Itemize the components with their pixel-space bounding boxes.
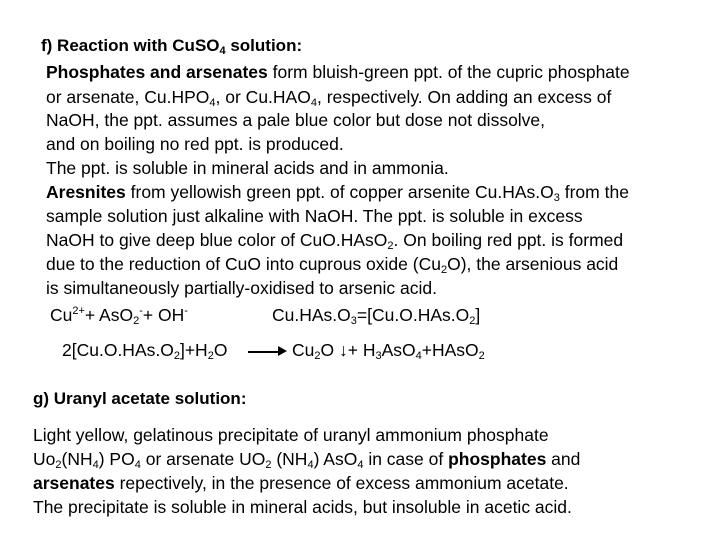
reaction-arrow-icon (278, 346, 287, 356)
arsenates-term: arsenates (33, 473, 115, 493)
arsenites-term: Aresnites (46, 182, 126, 202)
section-g-line2: $Uo_2(NH_4)$ $PO_4$ or arsenate $UO_2$ $(NH_4)$ AsO$_4$ in case of phosphates and (33, 449, 581, 471)
precipitate-down-arrow-icon: ↓ (338, 340, 348, 360)
para2-line1: Aresnites from yellowish green ppt. of copper arsenite $Cu.HAs.O_3$ from the (46, 182, 629, 204)
para1-line2: or arsenate, $Cu.HPO_4$, or $Cu.HAO_4$, respectively. On adding an excess of (46, 87, 612, 109)
para1-line1: Phosphates and arsenates form bluish-green ppt. of the cupric phosphate (46, 62, 630, 82)
section-g-line3: arsenates repectively, in the presence of excess ammonium acetate. (33, 473, 569, 493)
section-g-line1: Light yellow, gelatinous precipitate of uranyl ammonium phosphate (33, 425, 549, 445)
equation1-right: $Cu.HAs.O_3=[Cu.O.HAs.O_2]$ (272, 305, 481, 327)
para1-line4: and on boiling no red ppt. is produced. (46, 134, 344, 154)
phosphates-arsenates-term: Phosphates and arsenates (46, 62, 268, 82)
section-g-heading: g) Uranyl acetate solution: (33, 389, 247, 408)
phosphates-term: phosphates (448, 449, 547, 469)
reaction-arrow-shaft (248, 351, 279, 353)
section-g-line4: The precipitate is soluble in mineral acids, but insoluble in acetic acid. (33, 497, 572, 517)
para2-line2: sample solution just alkaline with NaOH. The ppt. is soluble in excess (46, 206, 583, 226)
para2-line5: is simultaneously partially-oxidised to arsenic acid. (46, 278, 438, 298)
para1-line3: NaOH, the ppt. assumes a pale blue color but dose not dissolve, (46, 110, 546, 130)
para2-line4: due to the reduction of CuO into cuprous oxide $(Cu_2O)$, the arsenious acid (46, 254, 619, 276)
equation2-right: $Cu_2O$ ↓+ $H_3AsO_4+HAsO_2$ (292, 340, 485, 362)
equation2-left: $2[Cu.O.HAs.O_2]+H_2O$ (62, 340, 228, 362)
section-f-heading: f) Reaction with CuSO$_4$ solution: (41, 36, 303, 57)
para1-line5: The ppt. is soluble in mineral acids and in ammonia. (46, 158, 449, 178)
equation1-left: $Cu^{2+}+ AsO_2^-+ OH^-$ (50, 305, 188, 327)
para2-line3: NaOH to give deep blue color of CuO.HAsO$_2$. On boiling red ppt. is formed (46, 230, 624, 252)
